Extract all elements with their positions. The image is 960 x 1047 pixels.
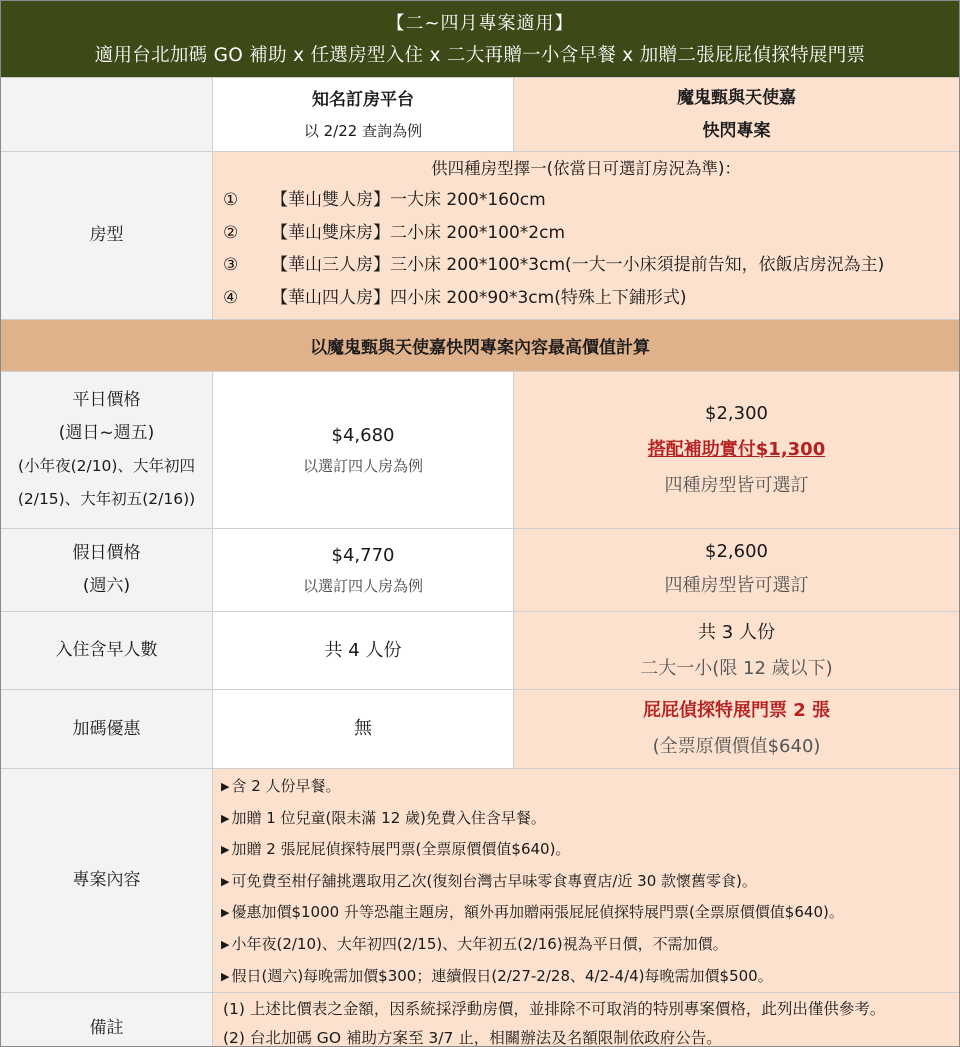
room-item-text: 【華山雙床房】二小床 200*100*2cm (271, 222, 566, 243)
bonus-plan-cell (514, 690, 959, 768)
triangle-bullet-icon: ▶ (221, 969, 230, 983)
list-item (213, 771, 959, 803)
plan-column-header (514, 78, 959, 151)
room-type-label: 房型 (1, 152, 213, 319)
plan-title-line2: 快閃專案 (702, 120, 771, 141)
room-type-row (1, 152, 959, 320)
weekday-plan-note: 四種房型皆可選訂 (664, 475, 809, 496)
room-item (213, 184, 959, 217)
weekend-price-label (1, 529, 213, 611)
breakfast-plan-value: 共 3 人份 (698, 621, 775, 643)
list-item-text: 小年夜(2/10)、大年初四(2/15)、大年初五(2/16)視為平日價，不需加價。 (231, 934, 728, 953)
triangle-bullet-icon: ▶ (221, 843, 230, 857)
room-item-number: ④ (223, 287, 239, 308)
list-item-text: 假日(週六)每晚需加價$300；連續假日(2/27-2/28、4/2-4/4)每晚需加價$500。 (231, 966, 773, 985)
weekend-plan-note: 四種房型皆可選訂 (664, 575, 809, 596)
remarks-label: 備註 (1, 993, 213, 1047)
room-item (213, 217, 959, 250)
list-item (213, 897, 959, 929)
room-item-text: 【華山雙人房】一大床 200*160cm (271, 190, 546, 210)
platform-title: 知名訂房平台 (312, 90, 414, 110)
room-item-number: ① (223, 190, 239, 210)
weekday-label-line: (2/15)、大年初五(2/16)) (17, 490, 196, 508)
list-item (213, 834, 959, 866)
weekday-plan-price: $2,300 (705, 403, 768, 424)
remark-item: (1) 上述比價表之金額，因系統採浮動房價，並排除不可取消的特別專案價格，此列出僅供參考。 (223, 1000, 886, 1018)
weekend-platform-cell (213, 529, 514, 611)
plan-content-label: 專案內容 (1, 769, 213, 992)
plan-content-cell (213, 769, 959, 992)
triangle-bullet-icon: ▶ (221, 906, 230, 920)
table-header (1, 1, 959, 78)
weekend-label-line: (週六) (82, 576, 131, 596)
bonus-platform-value: 無 (354, 718, 372, 739)
weekend-plan-price: $2,600 (705, 541, 768, 562)
header-title: 【二~四月專案適用】 (386, 13, 574, 34)
bonus-platform-cell (213, 690, 514, 768)
weekday-platform-note: 以選訂四人房為例 (302, 457, 423, 475)
weekday-platform-cell (213, 372, 514, 528)
room-item-number: ③ (223, 255, 239, 275)
list-item-text: 可免費至柑仔舖挑選取用乙次(復刻台灣古早味零食專賣店/近 30 款懷舊零食)。 (231, 871, 757, 890)
weekend-price-row (1, 529, 959, 612)
plan-content-row (1, 769, 959, 993)
platform-column-header (213, 78, 514, 151)
plan-title-line1: 魔鬼甄與天使嘉 (677, 87, 796, 108)
remark-item: (2) 台北加碼 GO 補助方案至 3/7 止，相關辦法及名額限制依政府公告。 (223, 1029, 722, 1047)
weekday-label-line: (週日~週五) (58, 423, 155, 443)
value-basis-band: 以魔鬼甄與天使嘉快閃專案內容最高價值計算 (1, 320, 959, 372)
bonus-plan-note: (全票原價價值$640) (652, 736, 821, 757)
triangle-bullet-icon: ▶ (221, 874, 230, 888)
room-type-cell (213, 152, 959, 319)
column-header-row (1, 78, 959, 152)
weekend-platform-note: 以選訂四人房為例 (302, 577, 423, 595)
room-item-text: 【華山三人房】三小床 200*100*3cm(一大一小床須提前告知，依飯店房況為主) (271, 255, 885, 275)
list-item (213, 961, 959, 993)
weekday-price-row (1, 372, 959, 529)
remarks-cell (213, 993, 959, 1047)
bonus-plan-value: 屁屁偵探特展門票 2 張 (642, 700, 831, 721)
breakfast-row (1, 612, 959, 690)
weekday-plan-cell (514, 372, 959, 528)
weekday-label-line: 平日價格 (72, 390, 141, 410)
list-item (213, 866, 959, 898)
triangle-bullet-icon: ▶ (221, 937, 230, 951)
list-item (213, 803, 959, 835)
room-item-text: 【華山四人房】四小床 200*90*3cm(特殊上下鋪形式) (271, 287, 687, 308)
remarks-row (1, 993, 959, 1047)
corner-cell (1, 78, 213, 151)
breakfast-plan-cell (514, 612, 959, 689)
breakfast-platform-cell (213, 612, 514, 689)
list-item-text: 加贈 2 張屁屁偵探特展門票(全票原價價值$640)。 (231, 840, 571, 859)
bonus-label: 加碼優惠 (1, 690, 213, 768)
breakfast-platform-value: 共 4 人份 (324, 639, 402, 661)
bonus-row (1, 690, 959, 769)
weekday-platform-price: $4,680 (331, 425, 395, 446)
weekday-subsidy-price: 搭配補助實付$1,300 (647, 439, 826, 460)
platform-subtitle: 以 2/22 查詢為例 (303, 122, 423, 140)
list-item-text: 含 2 人份早餐。 (231, 777, 341, 795)
list-item-text: 優惠加價$1000 升等恐龍主題房，額外再加贈兩張屁屁偵探特展門票(全票原價價值$640)。 (231, 903, 844, 922)
weekday-price-label (1, 372, 213, 528)
breakfast-label: 入住含早人數 (1, 612, 213, 689)
room-item (213, 282, 959, 315)
breakfast-plan-note: 二大一小(限 12 歲以下) (640, 657, 833, 679)
list-item (213, 929, 959, 961)
room-type-intro: 供四種房型擇一(依當日可選訂房況為準)： (431, 159, 741, 178)
weekend-label-line: 假日價格 (72, 543, 141, 563)
triangle-bullet-icon: ▶ (221, 780, 230, 793)
triangle-bullet-icon: ▶ (221, 811, 230, 825)
room-item (213, 249, 959, 282)
room-item-number: ② (223, 222, 239, 243)
weekend-platform-price: $4,770 (331, 545, 395, 566)
weekend-plan-cell (514, 529, 959, 611)
header-subtitle: 適用台北加碼 GO 補助 x 任選房型入住 x 二大再贈一小含早餐 x 加贈二張屁屁偵探特展門票 (94, 45, 866, 66)
list-item-text: 加贈 1 位兒童(限未滿 12 歲)免費入住含早餐。 (231, 808, 546, 827)
weekday-label-line: (小年夜(2/10)、大年初四 (18, 457, 195, 475)
